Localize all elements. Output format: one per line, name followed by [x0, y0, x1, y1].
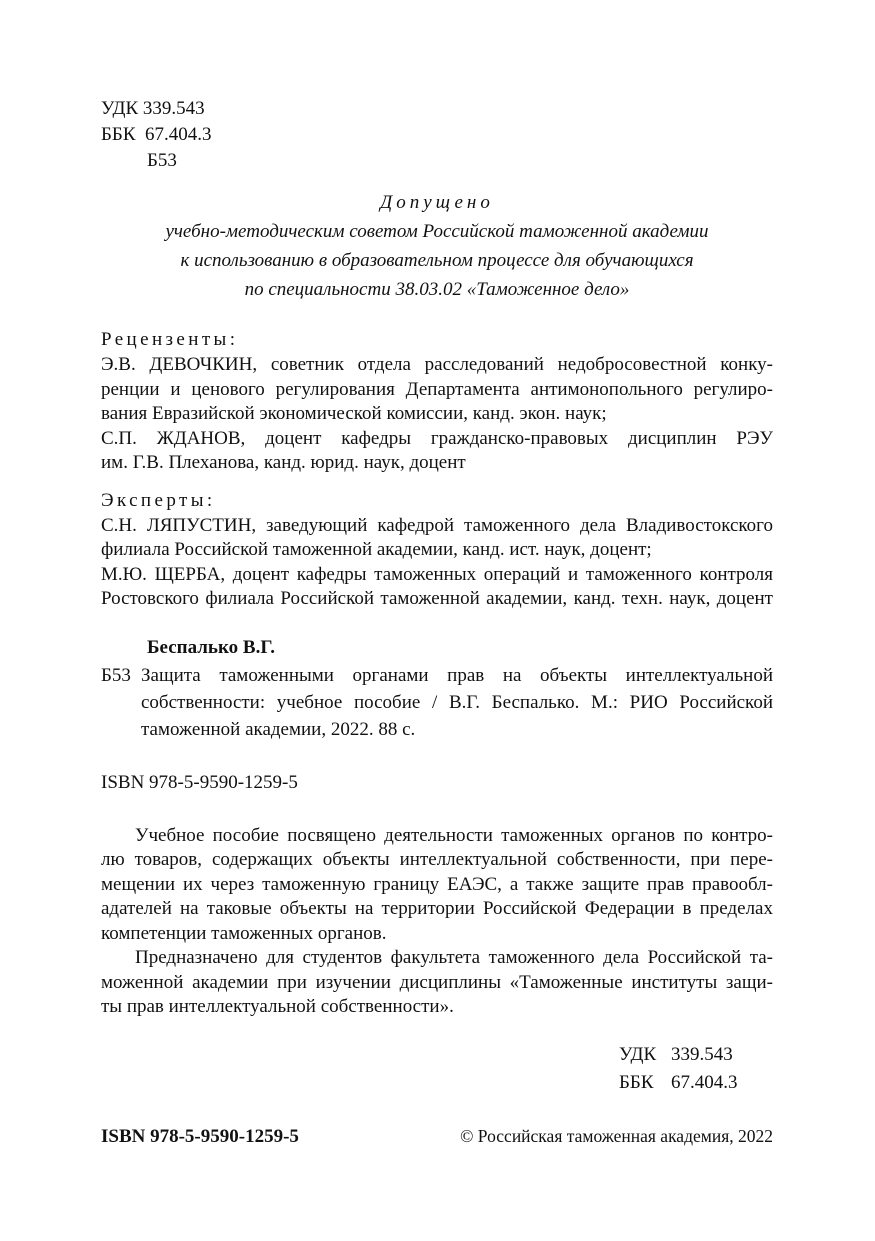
approval-line: к использованию в образовательном процессе для обучающихся: [180, 250, 694, 271]
footer-isbn: ISBN 978-5-9590-1259-5: [101, 1125, 299, 1147]
record-description: [141, 662, 773, 743]
record-line: Защита таможенными органами прав на объекты интеллектуальной: [141, 664, 773, 686]
udk-code: УДК 339.543: [619, 1043, 733, 1065]
reviewers-heading: Рецензенты:: [101, 329, 239, 350]
bibliographic-record: [101, 634, 773, 743]
annotation-line: Учебное пособие посвящено деятельности таможенных органов по контро-: [135, 824, 773, 846]
reviewer-line: ренции и ценового регулирования Департамента антимонопольного регулиро-: [101, 378, 773, 400]
isbn: ISBN 978-5-9590-1259-5: [101, 771, 298, 793]
page-footer: [101, 1126, 773, 1148]
bbk-code: ББК 67.404.3: [101, 124, 212, 145]
approval-line: по специальности 38.03.02 «Таможенное дело»: [244, 279, 630, 300]
annotation-line: адателей на таковые объекты на территории Российской Федерации в пределах: [101, 898, 773, 919]
udk-code: УДК 339.543: [101, 98, 205, 119]
expert-line: филиала Российской таможенной академии, канд. ист. наук, доцент;: [101, 539, 652, 560]
reviewer-line: Э.В. ДЕВОЧКИН, советник отдела расследований недобросовестной конку-: [101, 354, 773, 375]
author-mark: Б53: [147, 150, 177, 171]
approval-title: Допущено: [380, 192, 494, 213]
copyright-notice: © Российская таможенная академия, 2022: [460, 1125, 773, 1146]
approval-stamp: [101, 188, 773, 304]
annotation-line: моженной академии при изучении дисциплины «Таможенные институты защи-: [101, 971, 773, 993]
classification-codes-bottom: [101, 1041, 773, 1097]
experts-heading: Эксперты:: [101, 489, 216, 511]
title-verso-page: [101, 96, 773, 1148]
reviewer-line: им. Г.В. Плеханова, канд. юрид. наук, доцент: [101, 452, 466, 473]
classification-codes: [101, 96, 773, 174]
record-body: [101, 662, 773, 743]
reviewer-line: С.П. ЖДАНОВ, доцент кафедры гражданско-правовых дисциплин РЭУ: [101, 427, 773, 449]
approval-line: учебно-методическим советом Российской таможенной академии: [165, 221, 709, 242]
record-line: таможенной академии, 2022. 88 с.: [141, 718, 416, 740]
annotation-line: лю товаров, содержащих объекты интеллектуальной собственности, при пере-: [101, 849, 773, 870]
expert-line: М.Ю. ЩЕРБА, доцент кафедры таможенных операций и таможенного контроля: [101, 563, 773, 585]
reviewers-list: [101, 353, 773, 476]
expert-line: Ростовского филиала Российской таможенной академии, канд. техн. наук, доцент: [101, 588, 773, 609]
expert-line: С.Н. ЛЯПУСТИН, заведующий кафедрой таможенного дела Владивостокского: [101, 514, 773, 536]
annotation-line: компетенции таможенных органов.: [101, 922, 387, 944]
record-author: Беспалько В.Г.: [147, 636, 276, 658]
reviewer-line: вания Евразийской экономической комиссии, канд. экон. наук;: [101, 403, 607, 424]
record-author-mark: Б53: [101, 664, 131, 686]
bbk-code: ББК 67.404.3: [619, 1071, 738, 1093]
annotation-line: Предназначено для студентов факультета таможенного дела Российской та-: [135, 947, 773, 968]
annotation: [101, 824, 773, 1020]
experts-list: [101, 514, 773, 612]
annotation-line: ты прав интеллектуальной собственности».: [101, 996, 454, 1017]
record-line: собственности: учебное пособие / В.Г. Беспалько. М.: РИО Российской: [141, 691, 773, 713]
annotation-line: мещении их через таможенную границу ЕАЭС, а также защите прав правообл-: [101, 873, 773, 895]
